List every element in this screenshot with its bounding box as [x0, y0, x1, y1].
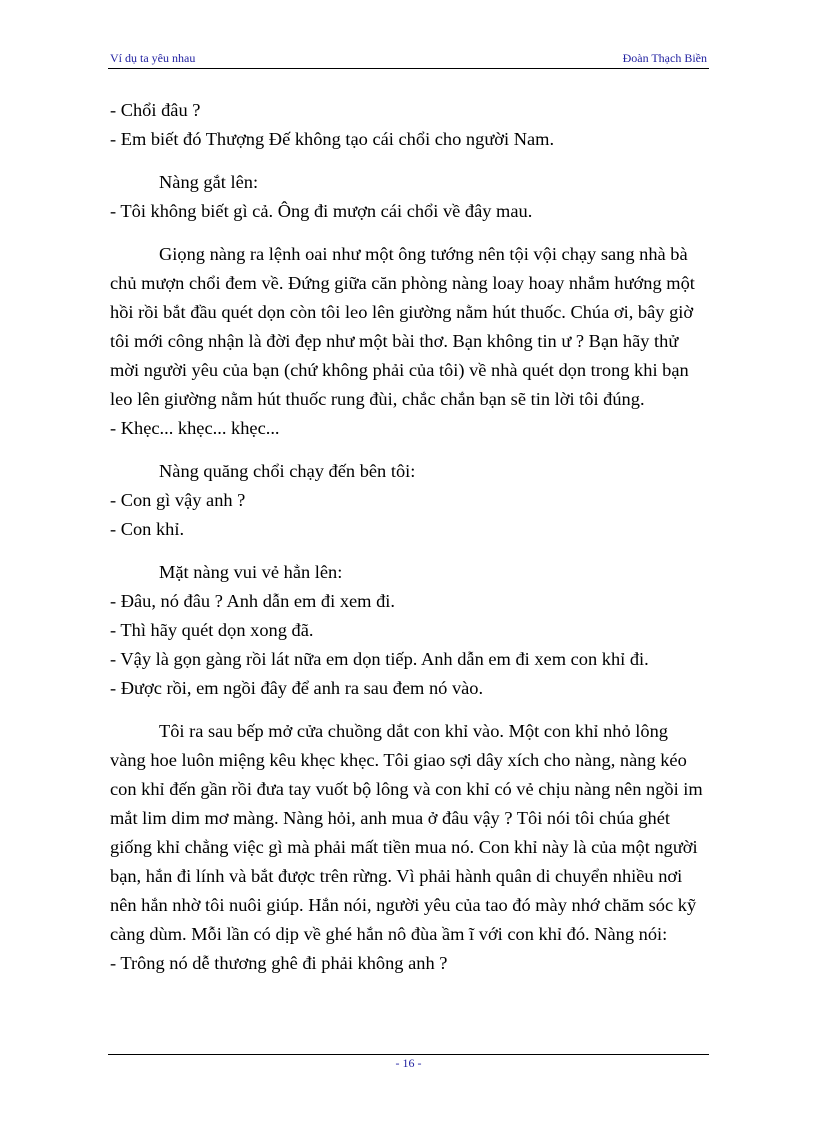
paragraph-gap	[110, 544, 706, 558]
dialogue-line: - Khẹc... khẹc... khẹc...	[110, 418, 280, 438]
dialogue-line: - Thì hãy quét dọn xong đã.	[110, 620, 314, 640]
running-header	[108, 51, 709, 69]
paragraph-gap	[110, 703, 706, 717]
page-number: - 16 -	[395, 1056, 422, 1070]
narration-line: Nàng gắt lên:	[159, 172, 259, 192]
header-author: Đoàn Thạch Biền	[622, 51, 707, 65]
dialogue-line: - Chổi đâu ?	[110, 100, 201, 120]
dialogue-line: - Được rồi, em ngồi đây để anh ra sau đem nó vào.	[110, 678, 484, 698]
dialogue-line: - Con khỉ.	[110, 519, 185, 539]
paragraph-gap	[110, 226, 706, 240]
narration-line: Mặt nàng vui vẻ hẳn lên:	[159, 562, 343, 582]
paragraph-gap	[110, 154, 706, 168]
dialogue-line: - Em biết đó Thượng Đế không tạo cái chổi cho người Nam.	[110, 129, 555, 149]
dialogue-line: - Con gì vậy anh ?	[110, 490, 246, 510]
narration-paragraph: Tôi ra sau bếp mở cửa chuồng dắt con khỉ vào. Một con khỉ nhỏ lông vàng hoe luôn miệng kêu khẹc khẹc. Tôi giao sợi dây xích cho nàng, nàng kéo con khỉ đến gần rồi đưa tay vuốt bộ lông và con khỉ có vẻ chịu nàng nên ngồi im mắt lim dim mơ màng. Nàng hỏi, anh mua ở đâu vậy ? Tôi nói tôi chúa ghét giống khỉ chẳng việc gì mà phải mất tiền mua nó. Con khỉ này là của một người bạn, hắn đi lính và bắt được trên rừng. Vì phải hành quân di chuyển nhiều nơi nên hắn nhờ tôi nuôi giúp. Hắn nói, người yêu của tao đó mày nhớ chăm sóc kỹ càng dùm. Mỗi lần có dịp về ghé hắn nô đùa ầm ĩ với con khỉ đó. Nàng nói:	[110, 721, 703, 944]
header-book-title: Ví dụ ta yêu nhau	[110, 51, 196, 65]
page-body	[110, 96, 706, 978]
footer-rule	[108, 1054, 709, 1055]
dialogue-line: - Vậy là gọn gàng rồi lát nữa em dọn tiếp. Anh dẫn em đi xem con khỉ đi.	[110, 649, 649, 669]
dialogue-line: - Trông nó dễ thương ghê đi phải không anh ?	[110, 953, 448, 973]
dialogue-line: - Tôi không biết gì cả. Ông đi mượn cái chổi về đây mau.	[110, 201, 533, 221]
narration-paragraph: Giọng nàng ra lệnh oai như một ông tướng nên tội vội chạy sang nhà bà chủ mượn chổi đem về. Đứng giữa căn phòng nàng loay hoay nhắm hướng một hồi rồi bắt đầu quét dọn còn tôi leo lên giường nằm hút thuốc. Chúa ơi, bây giờ tôi mới công nhận là đời đẹp như một bài thơ. Bạn không tin ư ? Bạn hãy thử mời người yêu của bạn (chứ không phải của tôi) về nhà quét dọn trong khi bạn leo lên giường nằm hút thuốc rung đùi, chắc chắn bạn sẽ tin lời tôi đúng.	[110, 244, 695, 409]
header-rule	[108, 68, 709, 69]
paragraph-gap	[110, 443, 706, 457]
dialogue-line: - Đâu, nó đâu ? Anh dẫn em đi xem đi.	[110, 591, 395, 611]
narration-line: Nàng quăng chổi chạy đến bên tôi:	[159, 461, 416, 481]
